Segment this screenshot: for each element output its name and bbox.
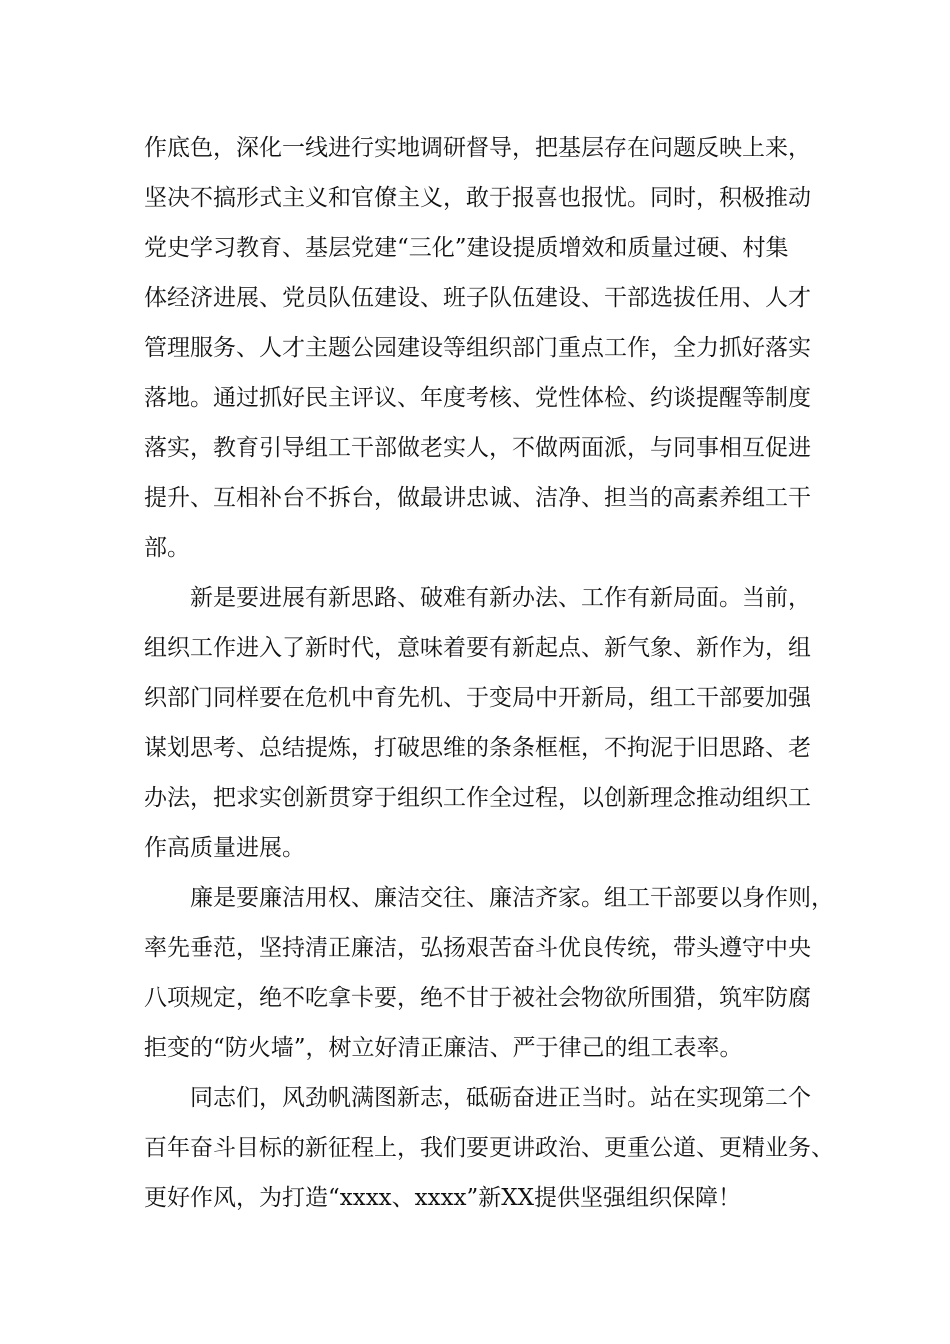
text-line: 拒变的“防火墙”，树立好清正廉洁、严于律己的组工表率。 xyxy=(144,1035,743,1061)
text-line: 八项规定，绝不吃拿卡要，绝不甘于被社会物欲所围猎，筑牢防腐 xyxy=(144,985,811,1011)
text-line: 新是要进展有新思路、破难有新办法、工作有新局面。当前， xyxy=(190,585,811,611)
text-line: 组织工作进入了新时代，意味着要有新起点、新气象、新作为，组 xyxy=(144,635,811,661)
text-line: 同志们，风劲帆满图新志，砥砺奋进正当时。站在实现第二个 xyxy=(190,1085,811,1111)
text-line: 落地。通过抓好民主评议、年度考核、党性体检、约谈提醒等制度 xyxy=(144,385,811,411)
text-line: 作高质量进展。 xyxy=(144,835,305,861)
text-line: 部。 xyxy=(144,535,190,561)
text-line: 办法，把求实创新贯穿于组织工作全过程，以创新理念推动组织工 xyxy=(144,785,811,811)
text-line: 党史学习教育、基层党建“三化”建设提质增效和质量过硬、村集 xyxy=(144,235,789,261)
text-line: 体经济进展、党员队伍建设、班子队伍建设、干部选拔任用、人才 xyxy=(144,285,811,311)
text-line: 更好作风，为打造“xxxx、xxxx”新XX提供坚强组织保障！ xyxy=(144,1185,742,1211)
text-line: 落实，教育引导组工干部做老实人，不做两面派，与同事相互促进 xyxy=(144,435,811,461)
text-line: 织部门同样要在危机中育先机、于变局中开新局，组工干部要加强 xyxy=(144,685,811,711)
text-line: 坚决不搞形式主义和官僚主义，敢于报喜也报忧。同时，积极推动 xyxy=(144,185,811,211)
text-line: 廉是要廉洁用权、廉洁交往、廉洁齐家。组工干部要以身作则， xyxy=(190,885,834,911)
text-line: 管理服务、人才主题公园建设等组织部门重点工作，全力抓好落实 xyxy=(144,335,811,361)
paragraph xyxy=(144,123,834,573)
paragraph xyxy=(144,873,834,1073)
text-line: 作底色，深化一线进行实地调研督导，把基层存在问题反映上来， xyxy=(144,135,811,161)
paragraph xyxy=(144,573,834,873)
document-body xyxy=(144,123,834,1223)
text-line: 提升、互相补台不拆台，做最讲忠诚、洁净、担当的高素养组工干 xyxy=(144,485,811,511)
text-line: 百年奋斗目标的新征程上，我们要更讲政治、更重公道、更精业务、 xyxy=(144,1135,834,1161)
text-line: 谋划思考、总结提炼，打破思维的条条框框，不拘泥于旧思路、老 xyxy=(144,735,811,761)
text-line: 率先垂范，坚持清正廉洁，弘扬艰苦奋斗优良传统，带头遵守中央 xyxy=(144,935,811,961)
paragraph xyxy=(144,1073,834,1223)
